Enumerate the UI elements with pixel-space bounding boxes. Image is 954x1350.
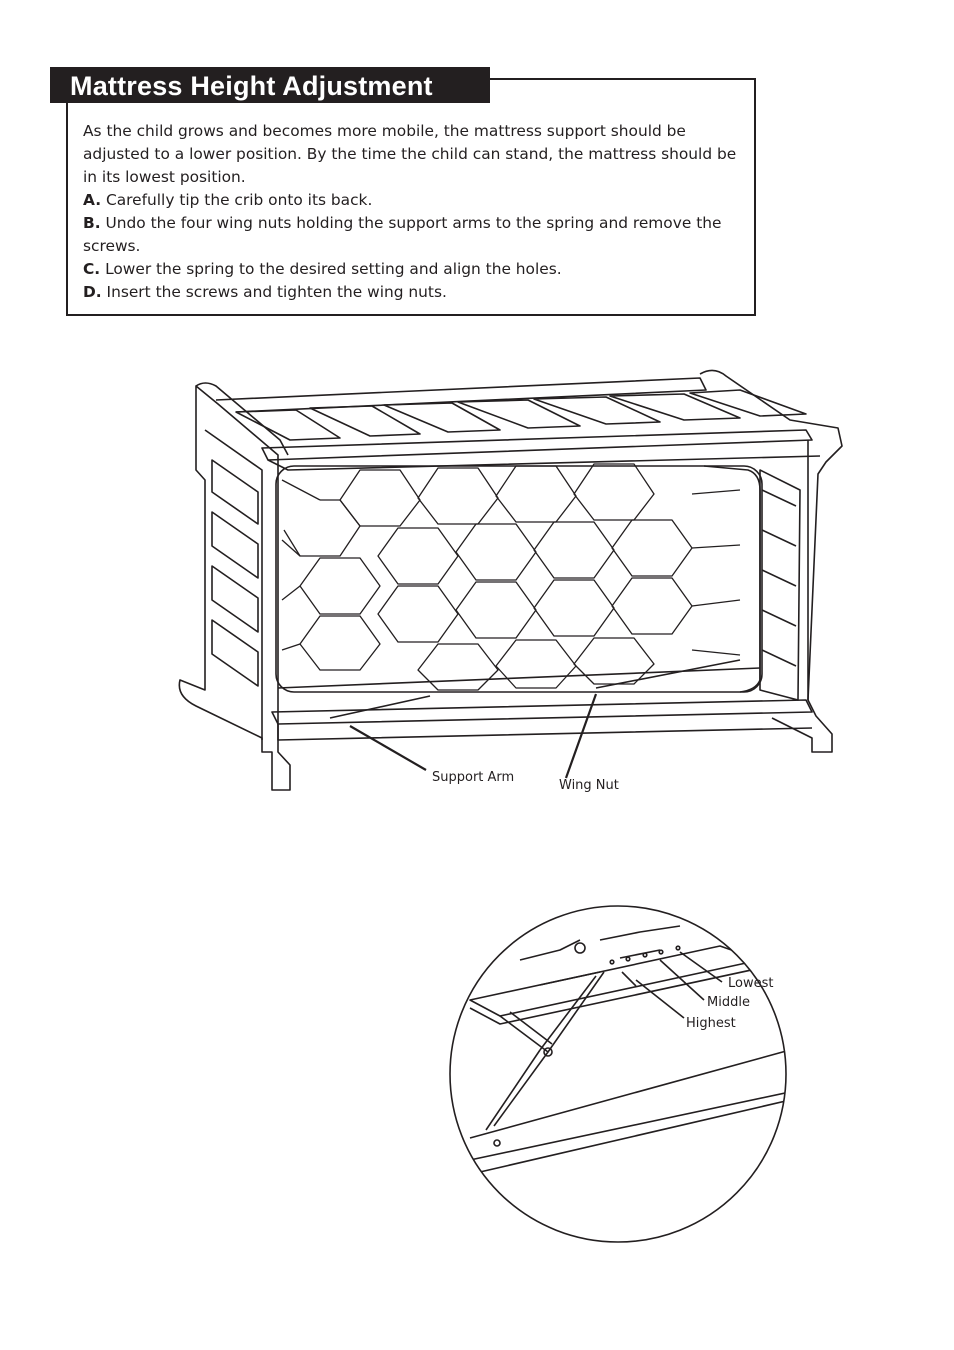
label-highest: Highest <box>686 1016 736 1031</box>
section-title: Mattress Height Adjustment <box>50 67 490 103</box>
step-letter: D. <box>83 283 102 301</box>
label-middle: Middle <box>707 995 750 1010</box>
step-text: Carefully tip the crib onto its back. <box>105 191 373 209</box>
step-letter: B. <box>83 214 101 232</box>
leader-lowest <box>680 952 722 982</box>
intro-paragraph: As the child grows and becomes more mobile, the mattress support should be adjusted to a lower position. By the time the child can stand, the mattress should be in its lowest position. <box>83 122 737 186</box>
label-lowest: Lowest <box>728 976 774 991</box>
step-text: Lower the spring to the desired setting and align the holes. <box>105 260 562 278</box>
label-wing-nut: Wing Nut <box>559 778 619 793</box>
detail-circle <box>450 906 786 1242</box>
step-letter: C. <box>83 260 101 278</box>
step-letter: A. <box>83 191 102 209</box>
step-text: Undo the four wing nuts holding the support arms to the spring and remove the screws. <box>83 214 722 255</box>
step-text: Insert the screws and tighten the wing nuts. <box>106 283 447 301</box>
label-support-arm: Support Arm <box>432 770 515 785</box>
